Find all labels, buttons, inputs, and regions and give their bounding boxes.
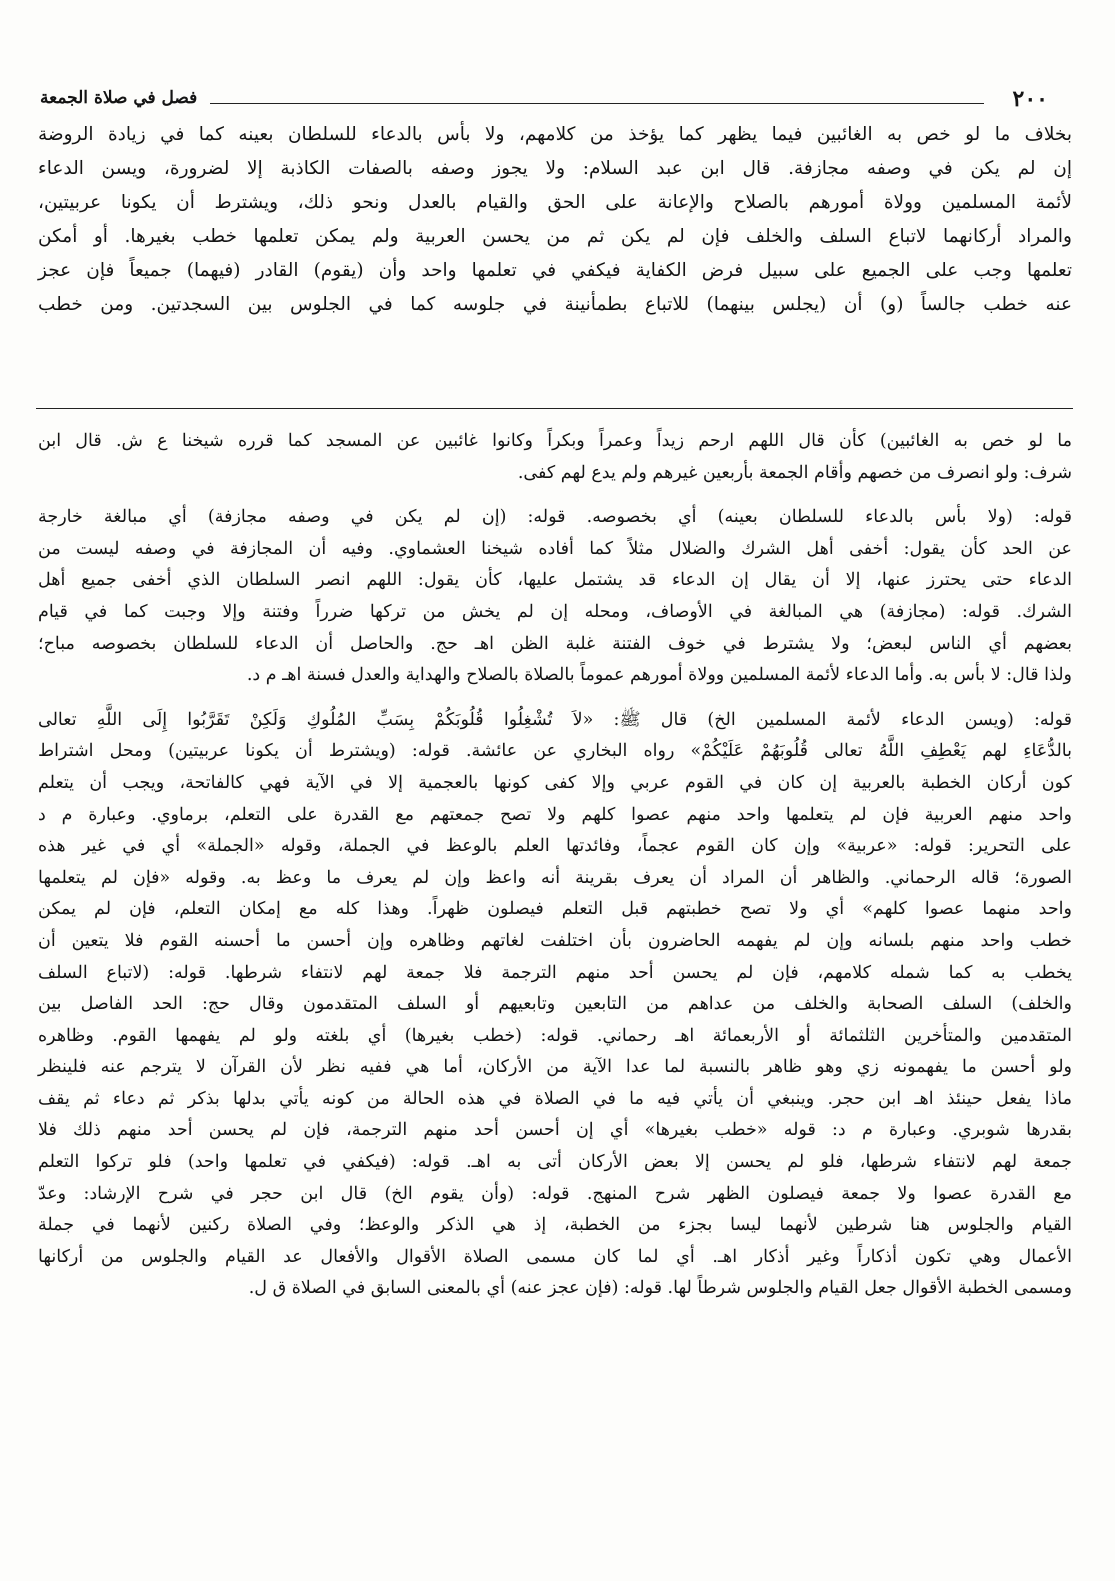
commentary-line: جمعة لهم لانتفاء شرطها، فلو لم يحسن إلا بعض الأركان أتى به اهـ. قوله: (فيكفي في تعلمها واحد) فلو تركوا التعلم (38, 1152, 1072, 1173)
main-text-line: والمراد أركانهما لاتباع السلف والخلف فإن لم يكن ثم من يحسن العربية ولم يمكن تعلمها خطب بغيرها. أو أمكن (38, 226, 1072, 247)
commentary-line: ماذا يفعل حينئذ اهـ ابن حجر. وينبغي أن يأتي فيه ما في الصلاة في هذه الحالة من كونه يأتي بدلها بذكر ثم دعاء ثم يقف (38, 1088, 1072, 1109)
header-rule (210, 103, 984, 104)
commentary-line: ومسمى الخطبة الأقوال جعل القيام والجلوس شرطاً لها. قوله: (فإن عجز عنه) أي بالمعنى السابق في الصلاة ق ل. (248, 1278, 1072, 1299)
main-text-line: تعلمها وجب على الجميع على سبيل فرض الكفاية فيكفي في تعلمها واحد وأن (يقوم) القادر (فيهما) جميعاً فإن عجز (38, 260, 1072, 281)
commentary-line: الدعاء حتى يحترز عنها، إلا أن يقال إن الدعاء قد يشتمل عليها، كأن يقول: اللهم انصر السلطان الذي أخفى جميع أهل (38, 570, 1072, 591)
commentary-line: عن الحد كأن يقول: أخفى أهل الشرك والضلال مثلاً كما أفاده شيخنا العشماوي. وفيه أن المجازفة في وصفه ليست من (38, 538, 1072, 559)
commentary-line: بعضهم أي الناس لبعض؛ ولا يشترط في خوف الفتنة غلبة الظن اهـ حج. والحاصل أن الدعاء للسلطان بخصوصه مباح؛ (38, 633, 1072, 654)
commentary-line: واحد منهم العربية فإن لم يتعلمها واحد منهم عصوا كلهم ولا تصح جمعتهم مع القدرة على التعلم، برماوي. وعبارة م د (38, 804, 1072, 825)
commentary-paragraph (38, 426, 1072, 489)
main-text-line: لأئمة المسلمين وولاة أمورهم بالصلاح والإعانة على الحق والقيام بالعدل ونحو ذلك، ويشترط أن يكونا عربيتين، (38, 192, 1072, 213)
commentary-line: بالدُّعَاءِ لهم يَعْطِفِ اللَّهُ تعالى قُلُوبَهُمْ عَلَيْكُمْ» رواه البخاري عن عائشة. قوله: (ويشترط أن يكونا عربيتين) ومحل اشتراط (38, 741, 1072, 762)
commentary-line: الصورة؛ قاله الرحماني. والظاهر أن المراد أن يعرف بقرينة أنه واعظ وإن لم يعرف ما وعظ به. وقوله «فإن لم يتعلمها (38, 867, 1072, 888)
commentary-line: القيام والجلوس هنا شرطين لأنهما ليسا بجزء من الخطبة، إذ هي الذكر والوعظ؛ وفي الصلاة ركنين لأنهما في جملة (38, 1215, 1072, 1236)
commentary-line: الأعمال وهي تكون أذكاراً وغير أذكار اهـ. أي لما كان مسمى الصلاة الأقوال والأفعال عد القيام والجلوس من أركانها (38, 1246, 1072, 1267)
commentary-line: بقدرها شوبري. وعبارة م د: قوله «خطب بغيرها» أي إن أحسن أحد منهم الترجمة، فإن لم يحسن أحد منهم ذلك فلا (38, 1120, 1072, 1141)
commentary-paragraph (38, 502, 1072, 692)
commentary-line: شرف: ولو انصرف من خصهم وأقام الجمعة بأربعين غيرهم ولم يدع لهم كفى. (517, 462, 1072, 483)
commentary-line: والخلف) السلف الصحابة والخلف من عداهم من التابعين وتابعيهم أو السلف المتقدمون وقال حج: الحد الفاصل بين (38, 994, 1072, 1015)
commentary-line: ما لو خص به الغائبين) كأن قال اللهم ارحم زيداً وعمراً وبكراً وكانوا غائبين عن المسجد كما قرره شيخنا ع ش. قال ابن (38, 431, 1072, 451)
commentary-line: يخطب به كما شمله كلامهم، فإن لم يحسن أحد منهم الترجمة فلا جمعة لهم لانتفاء شرطها. قوله: (لاتباع السلف (38, 962, 1072, 983)
commentary-line: ولو أحسن ما يفهمونه زي وهو ظاهر بالنسبة لما عدا الآية من الأركان، أما هي ففيه نظر لأن القرآن لا يترجم عنه فلينظر (38, 1057, 1072, 1078)
commentary-line: قوله: (ولا بأس بالدعاء للسلطان بعينه) أي بخصوصه. قوله: (إن لم يكن في وصفه مجازفة) أي مبالغة خارجة (38, 507, 1073, 528)
main-text-line: إن لم يكن في وصفه مجازفة. قال ابن عبد السلام: ولا يجوز وصفه بالصفات الكاذبة إلا لضرورة، ويسن الدعاء (38, 158, 1072, 179)
commentary-line: الشرك. قوله: (مجازفة) هي المبالغة في الأوصاف، ومحله إن لم يخش من تركها ضرراً وفتنة وإلا وجبت كما في قيام (38, 601, 1072, 622)
commentary-line: مع القدرة عصوا ولا جمعة فيصلون الظهر شرح المنهج. قوله: (وأن يقوم الخ) قال ابن حجر في شرح الإرشاد: وعدّ (38, 1183, 1072, 1204)
running-title: فصل في صلاة الجمعة (40, 88, 198, 108)
page-header (40, 86, 1068, 120)
commentary-line: ولذا قال: لا بأس به. وأما الدعاء لأئمة المسلمين وولاة أمورهم عموماً بالصلاة بالصلاح والهداية والعدل فسنة اهـ م د. (246, 665, 1072, 686)
main-text-line: عنه خطب جالساً (و) أن (يجلس بينهما) للاتباع بطمأنينة في جلوسه كما في الجلوس بين السجدتين. ومن خطب (38, 294, 1072, 315)
commentary-line: على التحرير: قوله: «عربية» وإن كان القوم عجماً، وفائدتها العلم بالوعظ في الجملة، وقوله «الجملة» أي في غير هذه (38, 836, 1072, 857)
commentary-line: قوله: (ويسن الدعاء لأئمة المسلمين الخ) قال ﷺ: «لاَ تُشْغِلُوا قُلُوبَكُمْ بِسَبِّ المُلُوكِ وَلَكِنْ تَقَرَّبُوا إِلَى اللَّهِ تعالى (38, 709, 1072, 730)
commentary-paragraph (38, 705, 1072, 1305)
main-text (38, 118, 1072, 322)
commentary-line: كون أركان الخطبة بالعربية إن كان في القوم عربي وإلا كفى كونها بالعجمية إلا في الآية فهي كالفاتحة، ويجب أن يتعلم (38, 772, 1072, 793)
commentary (38, 426, 1072, 1305)
commentary-line: واحد منهما عصوا كلهم» أي ولا تصح خطبتهم قبل التعلم فيصلون ظهراً. وهذا كله مع إمكان التعلم، فإن لم يمكن (38, 899, 1072, 920)
main-text-line: بخلاف ما لو خص به الغائبين فيما يظهر كما يؤخذ من كلامهم، ولا بأس بالدعاء للسلطان بعينه كما في زيادة الروضة (38, 124, 1072, 145)
section-divider (36, 408, 1073, 409)
commentary-line: خطب واحد منهم بلسانه وإن لم يفهمه الحاضرون بأن اختلفت لغاتهم وظاهره وإن أحسن ما أحسنه القوم فلا يتعين أن (38, 930, 1072, 951)
page-number: ٢٠٠ (1012, 86, 1048, 112)
commentary-line: المتقدمين والمتأخرين الثلثمائة أو الأربعمائة اهـ رحماني. قوله: (خطب بغيرها) أي بلغته ولو لم يفهمها القوم. وظاهره (38, 1025, 1072, 1046)
